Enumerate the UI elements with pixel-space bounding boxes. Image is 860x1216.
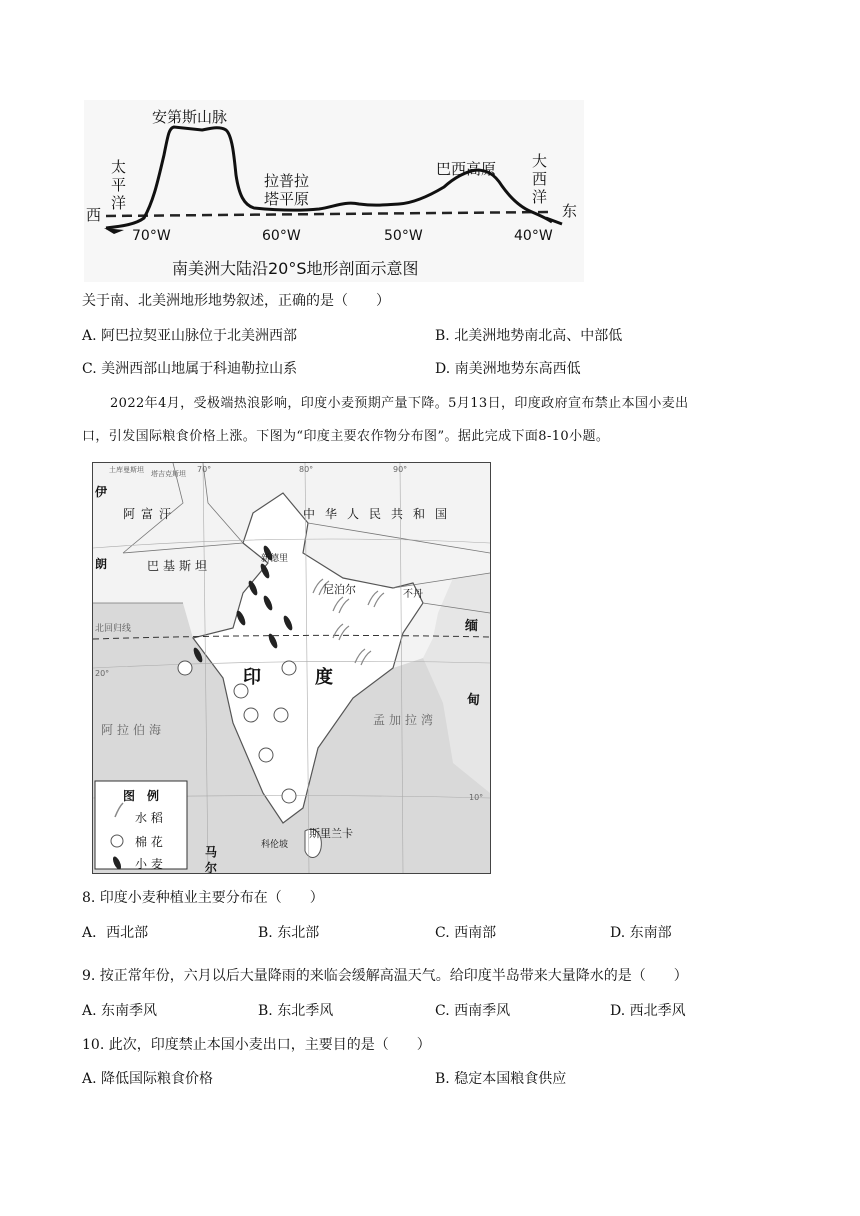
map-label-iran-1: 伊 [95, 485, 108, 499]
legend-cotton: 棉 花 [135, 835, 163, 849]
q9-option-a: A. 东南季风 [82, 1003, 158, 1019]
tick-40w: 40°W [514, 228, 553, 244]
q10-option-a: A. 降低国际粮食价格 [82, 1071, 214, 1087]
label-laplata: 拉普拉 塔平原 [264, 172, 310, 208]
map-label-newdelhi: 新德里 [261, 554, 289, 564]
profile-caption: 南美洲大陆沿20°S地形剖面示意图 [172, 259, 419, 278]
map-label-arabian-sea: 阿拉伯海 [101, 723, 166, 737]
label-atlantic: 大西洋 [532, 152, 548, 206]
label-west: 西 [86, 206, 102, 224]
map-label-myanmar-2: 甸 [467, 693, 481, 708]
q9-stem: 9. 按正常年份，六月以后大量降雨的来临会缓解高温天气。给印度半岛带来大量降水的是（ ） [82, 968, 688, 984]
map-label-bay-of-bengal: 孟加拉湾 [373, 713, 438, 727]
q9-option-b: B. 东北季风 [258, 1003, 334, 1019]
legend-title: 图 例 [123, 789, 160, 803]
map-label-maldives-1: 马 [205, 845, 218, 859]
q8-option-c: C. 西南部 [435, 925, 497, 941]
map-label-iran-2: 朗 [95, 557, 108, 571]
q8-stem: 8. 印度小麦种植业主要分布在（ ） [82, 890, 324, 906]
label-brazil-plateau: 巴西高原 [436, 160, 497, 178]
label-andes: 安第斯山脉 [152, 108, 228, 126]
q9-option-d: D. 西北季风 [610, 1003, 686, 1019]
terrain-profile-graphic [84, 100, 584, 282]
map-label-nepal: 尼泊尔 [323, 583, 356, 596]
q7-option-d: D. 南美洲地势东高西低 [435, 361, 581, 377]
map-label-tajik: 塔吉克斯坦 [151, 470, 186, 478]
map-label-india-1: 印 [243, 667, 261, 688]
q7-option-a: A. 阿巴拉契亚山脉位于北美洲西部 [82, 328, 298, 344]
map-grid-10: 10° [469, 793, 484, 802]
q9-option-c: C. 西南季风 [435, 1003, 511, 1019]
q8-option-a: A．西北部 [82, 925, 149, 941]
legend-rice: 水 稻 [135, 811, 163, 825]
tick-60w: 60°W [262, 228, 301, 244]
intro-line-2: 口，引发国际粮食价格上涨。下图为“印度主要农作物分布图”。据此完成下面8-10小题。 [82, 429, 610, 444]
tick-70w: 70°W [132, 228, 171, 244]
map-label-india-2: 度 [315, 667, 333, 688]
label-east: 东 [562, 202, 578, 220]
q7-option-c: C. 美洲西部山地属于科迪勒拉山系 [82, 361, 298, 377]
map-label-tropic: 北回归线 [95, 624, 132, 634]
map-label-turkmen: 土库曼斯坦 [109, 466, 144, 474]
terrain-profile-figure [84, 100, 584, 282]
map-grid-20: 20° [95, 669, 110, 678]
q8-option-b: B. 东北部 [258, 925, 320, 941]
map-label-china: 中华人民共和国 [303, 507, 458, 521]
map-label-maldives-2: 尔 [205, 861, 218, 874]
map-label-afghanistan: 阿富汗 [123, 507, 178, 521]
map-label-myanmar-1: 缅 [465, 619, 479, 634]
map-grid-70: 70° [197, 465, 212, 474]
map-label-pakistan: 巴基斯坦 [147, 559, 212, 573]
map-label-colombo: 科伦坡 [261, 840, 289, 850]
q10-stem: 10. 此次，印度禁止本国小麦出口，主要目的是（ ） [82, 1037, 431, 1053]
q10-option-b: B. 稳定本国粮食供应 [435, 1071, 567, 1087]
map-label-srilanka: 斯里兰卡 [309, 827, 353, 840]
legend-wheat: 小 麦 [135, 857, 163, 871]
q8-option-d: D. 东南部 [610, 925, 672, 941]
map-label-bhutan: 不丹 [403, 589, 423, 600]
map-grid-90: 90° [393, 465, 408, 474]
map-grid-80: 80° [299, 465, 314, 474]
tick-50w: 50°W [384, 228, 423, 244]
label-pacific: 太平洋 [111, 158, 127, 212]
q7-stem: 关于南、北美洲地形地势叙述，正确的是（ ） [82, 293, 390, 309]
intro-line-1: 2022年4月，受极端热浪影响，印度小麦预期产量下降。5月13日，印度政府宣布禁止本国小麦出 [110, 396, 689, 411]
india-crop-map [92, 462, 491, 874]
q7-option-b: B. 北美洲地势南北高、中部低 [435, 328, 623, 344]
